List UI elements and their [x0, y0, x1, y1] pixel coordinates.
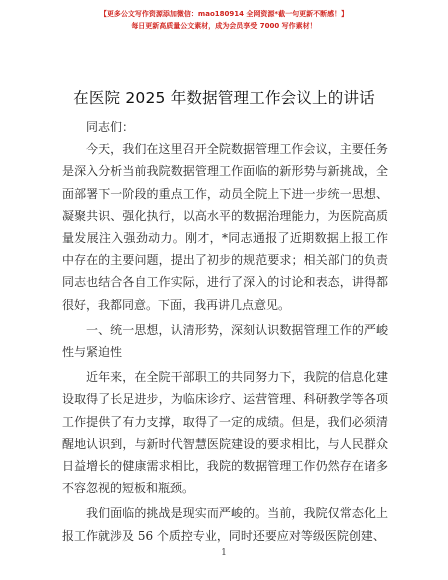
paragraph-challenges: 我们面临的挑战是现实而严峻的。当前，我院仅常态化上报工作就涉及 56 个质控专业，同时还要应对等级医院创建、	[62, 506, 388, 543]
page-number: 1	[221, 548, 227, 558]
promo-line-2: 每日更新高质量公文素材，成为会员享受 7000 写作素材！	[131, 22, 317, 30]
paragraph-intro: 今天，我们在这里召开全院数据管理工作会议，主要任务是深入分析当前我院数据管理工作面临的新形势与新挑战，全面部署下一阶段的重点工作，动员全院上下进一步统一思想、凝聚共识、强化执行，以高水平的数据治理能力，为医院高质量发展注入强劲动力。刚才，*同志通报了近期数据上报工作中存在的主要问题，提出了初步的规范要求；相关部门的负责同志也结合各自工作实际，进行了深入的讨论和表态，讲得都很好，我都同意。下面，我再讲几点意见。	[62, 142, 388, 312]
salutation: 同志们：	[86, 120, 135, 134]
promo-banner	[0, 8, 448, 32]
section-heading-1: 一、统一思想，认清形势，深刻认识数据管理工作的严峻性与紧迫性	[62, 322, 388, 360]
promo-line-1: 【更多公文写作资源添加微信：mao180914 全网资源*截一句更新不断感！】	[99, 10, 349, 18]
paragraph-situation: 近年来，在全院干部职工的共同努力下，我院的信息化建设取得了长足进步，为临床诊疗、运营管理、科研教学等各项工作提供了有力支撑，取得了一定的成绩。但是，我们必须清醒地认识到，与新时代智慧医院建设的要求相比，与人民群众日益增长的健康需求相比，我院的数据管理工作仍然存在诸多不容忽视的短板和瓶颈。	[62, 370, 388, 496]
document-title: 在医院 2025 年数据管理工作会议上的讲话	[73, 89, 375, 107]
document-body	[62, 116, 388, 547]
